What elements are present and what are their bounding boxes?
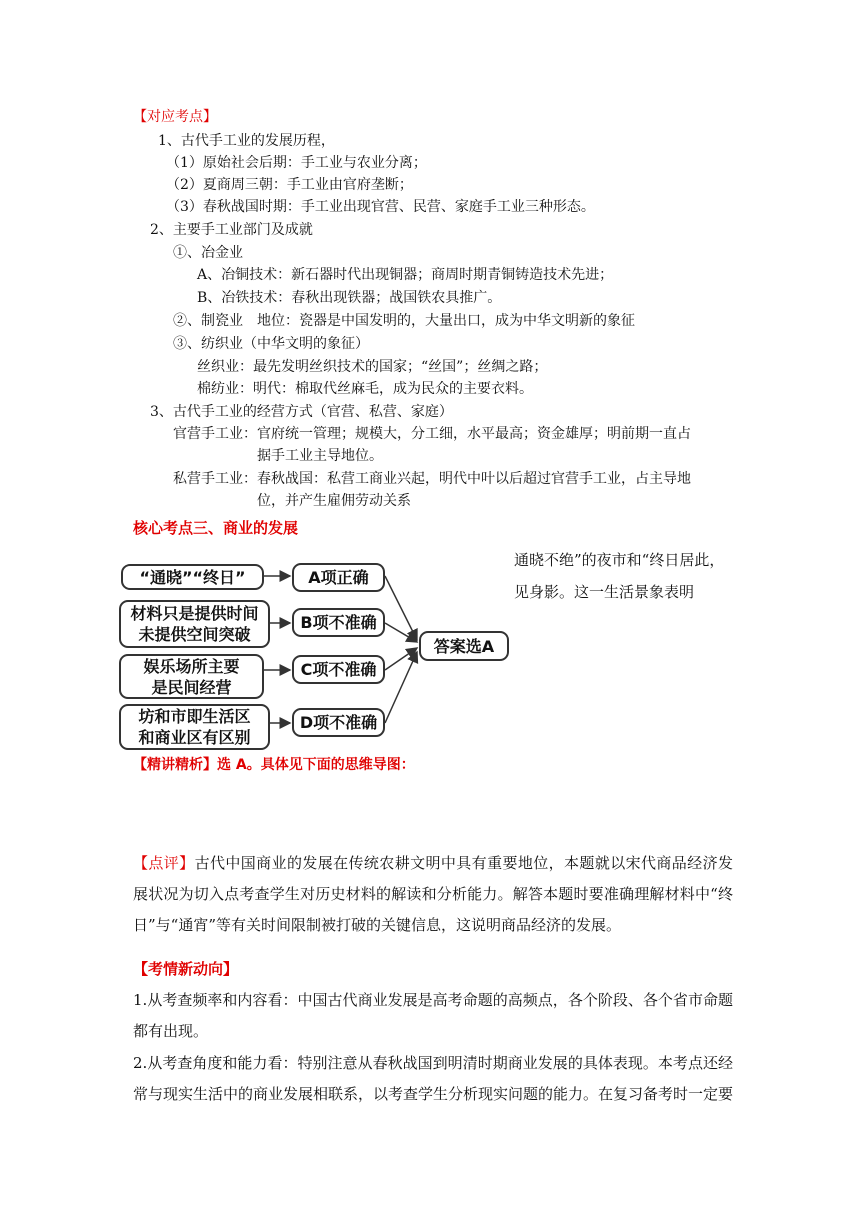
outline-line: 丝织业：最先发明丝织技术的国家；“丝国”；丝绸之路； (197, 359, 548, 375)
core-point-title: 核心考点三、商业的发展 (133, 519, 299, 537)
option-box-a: A项正确 (292, 563, 385, 592)
option-box-d: D项不准确 (292, 708, 385, 737)
option-box-c: C项不准确 (292, 655, 385, 684)
outline-line: 2、主要手工业部门及成就 (150, 222, 313, 238)
outline-line: ②、制瓷业 地位：瓷器是中国发明的，大量出口，成为中华文明新的象征 (173, 313, 635, 329)
comment-paragraph (133, 848, 733, 941)
outline-line: B、冶铁技术：春秋出现铁器；战国铁农具推广。 (197, 290, 502, 306)
outline-line: （1）原始社会后期：手工业与农业分离； (166, 155, 427, 171)
comment-text: 古代中国商业的发展在传统农耕文明中具有重要地位，本题就以宋代商品经济发展状况为切入点考查学生对历史材料的解读和分析能力。解答本题时要准确理解材料中“终日”与“通宵”等有关时间限制被打破的关键信息，这说明商品经济的发展。 (133, 854, 733, 934)
outline-line: 私营手工业：春秋战国：私营工商业兴起，明代中叶以后超过官营手工业，占主导地 (173, 471, 691, 487)
reason-box-b: 材料只是提供时间 未提供空间突破 (119, 600, 270, 648)
outline-line: A、冶铜技术：新石器时代出现铜器；商周时期青铜铸造技术先进； (197, 267, 614, 283)
analysis-heading: 【精讲精析】 (133, 757, 217, 773)
outline-line: 据手工业主导地位。 (257, 448, 383, 464)
outline-line: （3）春秋战国时期：手工业出现官营、民营、家庭手工业三种形态。 (166, 199, 595, 215)
outline-line: （2）夏商周三朝：手工业由官府垄断； (166, 177, 413, 193)
analysis-text: 选 A。具体见下面的思维导图： (217, 757, 415, 773)
outline-line: 3、古代手工业的经营方式（官营、私营、家庭） (150, 404, 453, 420)
question-fragment: 通晓不绝”的夜市和“终日居此， (514, 551, 725, 569)
outline-line: ③、纺织业（中华文明的象征） (173, 336, 369, 352)
outline-line: 官营手工业：官府统一管理；规模大，分工细，水平最高；资金雄厚；明前期一直占 (173, 426, 691, 442)
reason-box-a: “通晓”“终日” (121, 564, 264, 590)
reason-box-d: 坊和市即生活区 和商业区有区别 (119, 704, 270, 750)
question-fragment: 见身影。这一生活景象表明 (514, 583, 695, 601)
option-box-b: B项不准确 (292, 608, 385, 637)
mind-map-diagram (112, 552, 512, 752)
comment-heading: 【点评】 (133, 854, 195, 872)
analysis-line (133, 755, 415, 775)
outline-line: 棉纺业：明代：棉取代丝麻毛，成为民众的主要衣料。 (197, 381, 533, 397)
outline-line: ①、冶金业 (173, 245, 243, 261)
outline-line: 1、古代手工业的发展历程， (158, 133, 335, 149)
reason-box-c: 娱乐场所主要 是民间经营 (119, 654, 264, 699)
section-heading-corresponding-points: 【对应考点】 (133, 109, 217, 125)
answer-box: 答案选A (419, 631, 509, 661)
trend-heading: 【考情新动向】 (133, 960, 239, 978)
outline-line: 位，并产生雇佣劳动关系 (257, 493, 411, 509)
trend-paragraph-2: 2.从考查角度和能力看：特别注意从春秋战国到明清时期商业发展的具体表现。本考点还经常与现实生活中的商业发展相联系，以考查学生分析现实问题的能力。在复习备考时一定要 (133, 1054, 734, 1103)
trend-paragraph-1: 1.从考查频率和内容看：中国古代商业发展是高考命题的高频点，各个阶段、各个省市命题都有出现。 (133, 991, 733, 1040)
